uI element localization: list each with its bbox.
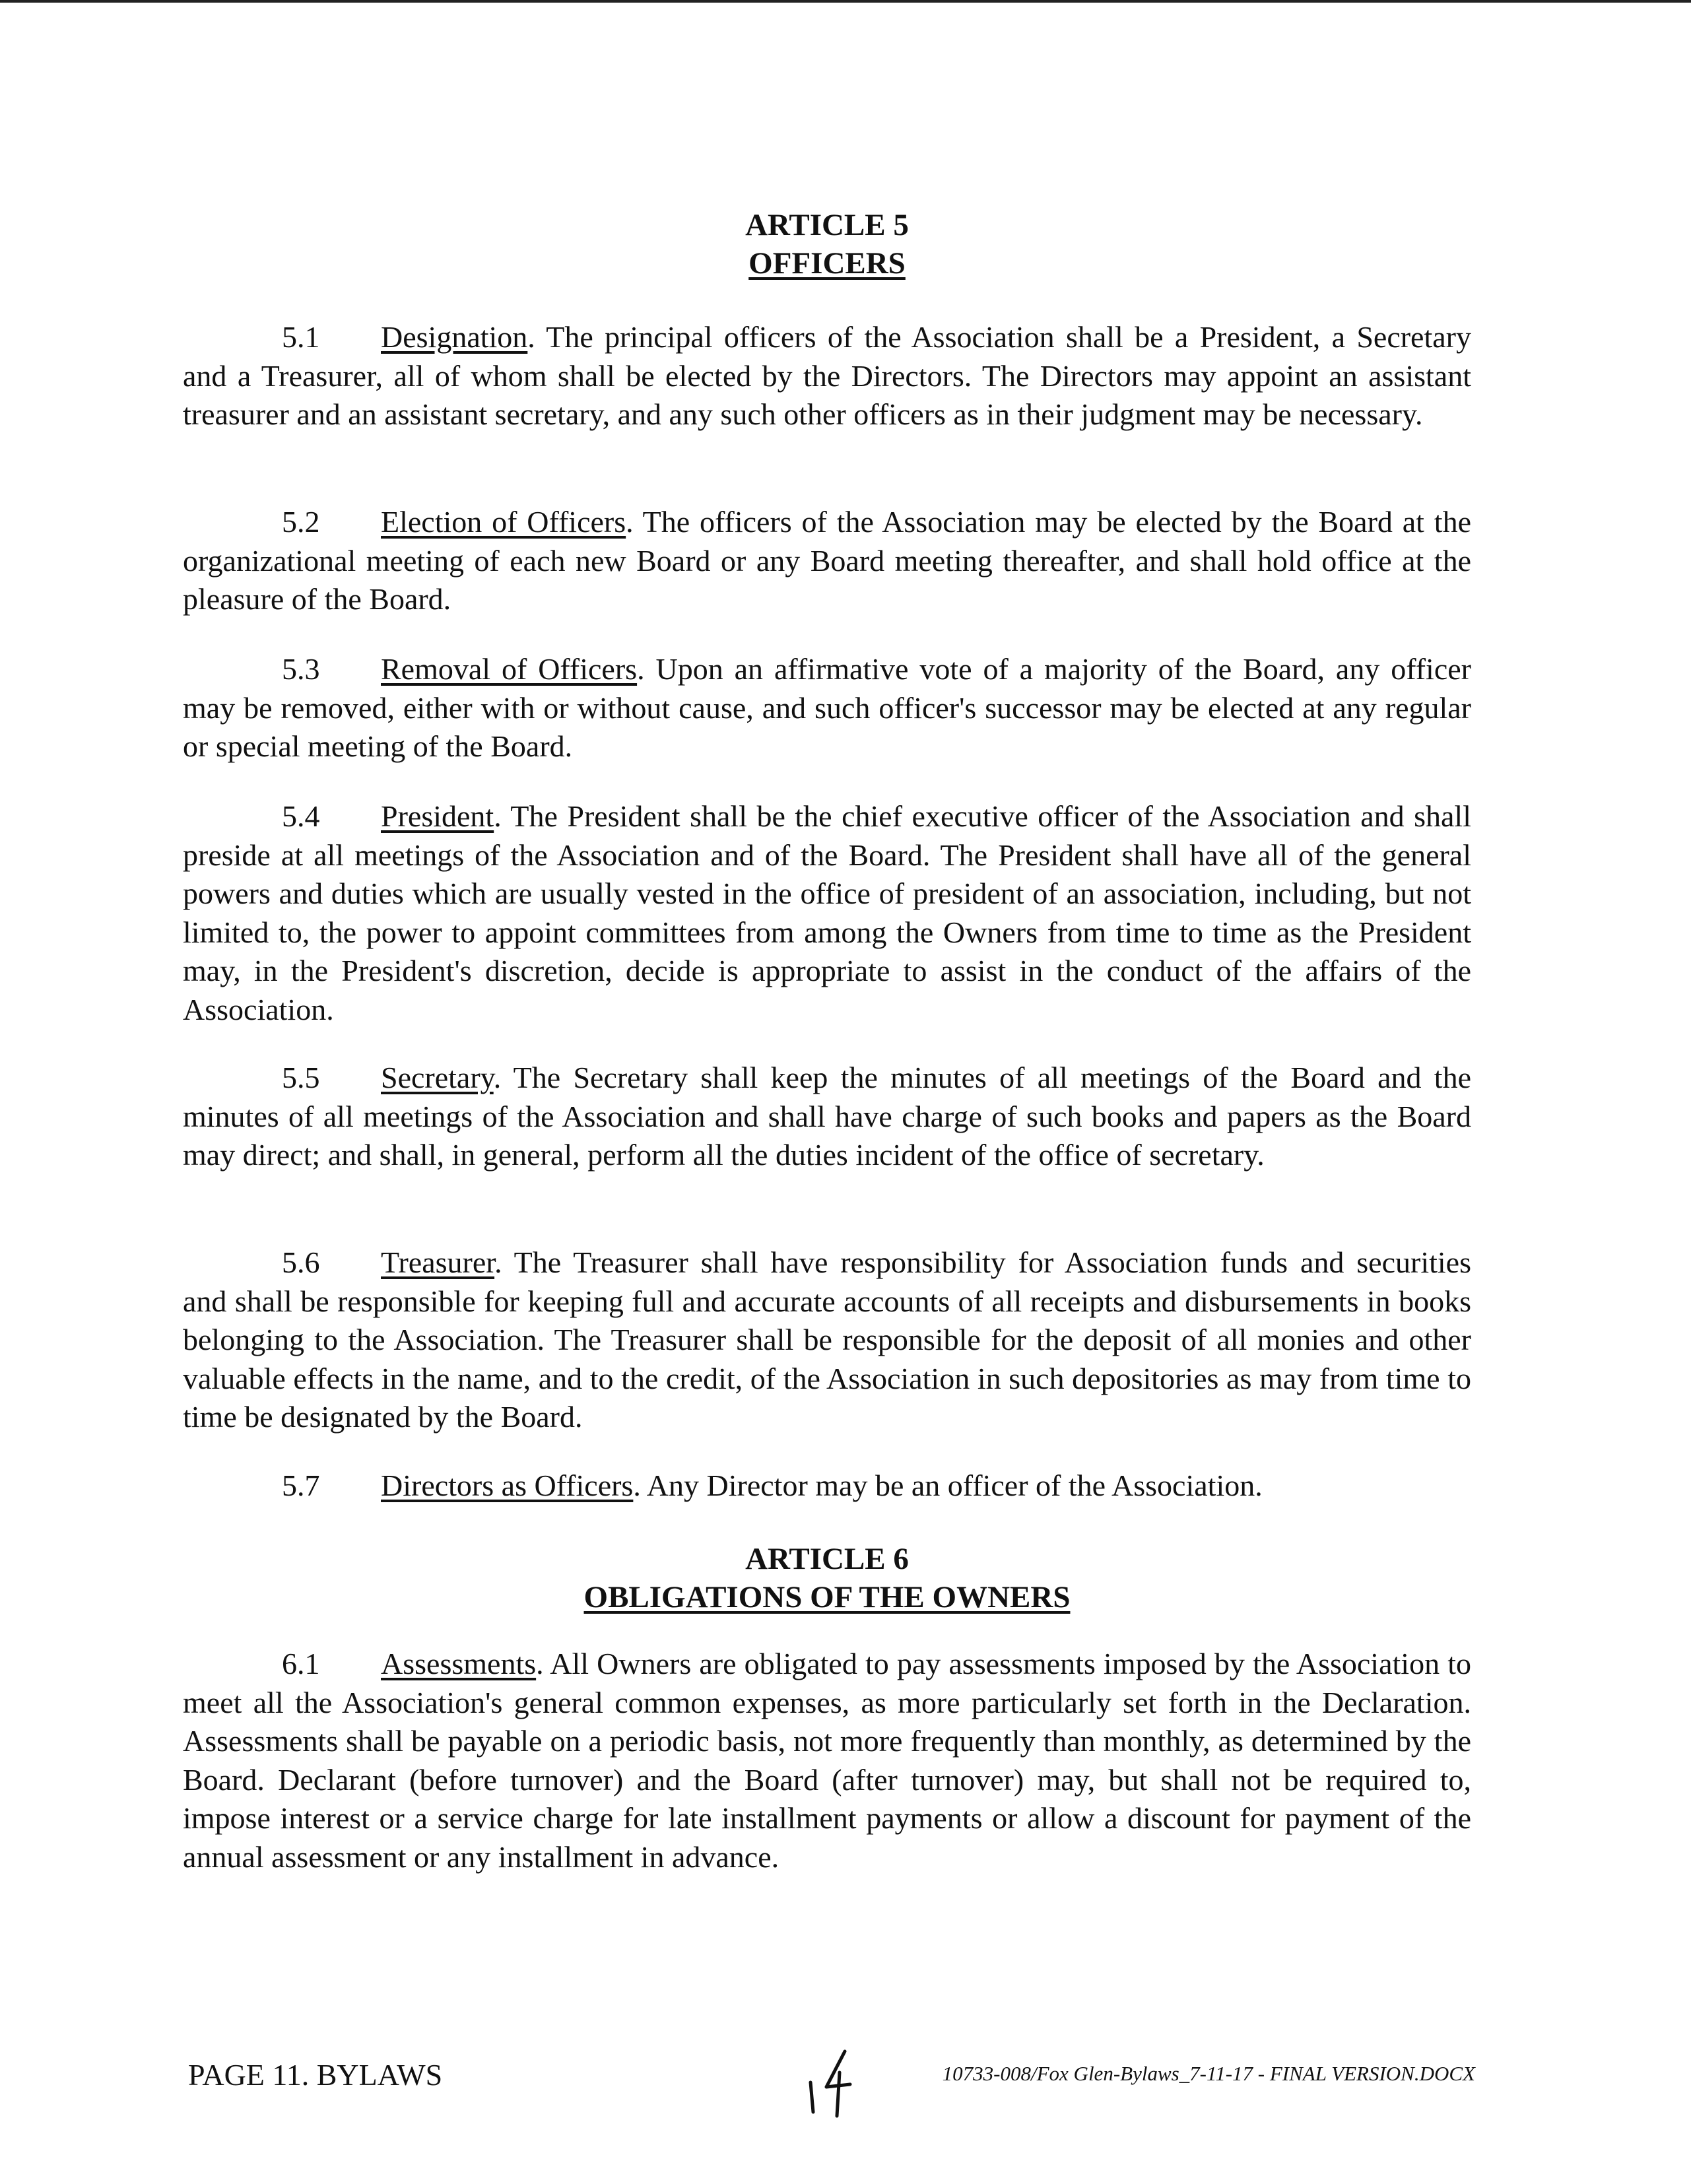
scan-top-edge [0,0,1691,3]
section-text: . The principal officers of the Association shall be a President, a Secretary and a Treasurer, all of whom shall be elected by the Directors. The Directors may appoint an assistant treasurer and an assistant secretary, and any such other officers as in their judgment may be necessary. [183,320,1471,431]
article-5-title: OFFICERS [748,246,906,281]
section-5-5 [183,1059,1471,1175]
section-5-1 [183,318,1471,434]
section-5-3 [183,650,1471,766]
section-5-7 [183,1467,1471,1506]
section-number: 6.1 [282,1647,320,1680]
section-5-4 [183,797,1471,1029]
section-6-1 [183,1645,1471,1876]
section-number: 5.5 [282,1061,320,1094]
article-5-number: ARTICLE 5 [745,208,909,242]
file-reference: 10733-008/Fox Glen-Bylaws_7-11-17 - FINAL VERSION.DOCX [942,2062,1475,2085]
handwritten-page-mark [799,2046,871,2119]
section-title: Directors as Officers [381,1469,634,1502]
section-number: 5.3 [282,652,320,686]
section-title: Treasurer [381,1245,495,1279]
section-text: . The officers of the Association may be elected by the Board at the organizational meeting of each new Board or any Board meeting thereafter, and shall hold office at the pleasure of the Board. [183,505,1472,616]
section-title: Assessments [381,1647,537,1680]
section-number: 5.1 [282,320,320,354]
page-label: PAGE 11. BYLAWS [188,2058,443,2092]
section-5-2 [183,503,1471,619]
section-title: Designation [381,320,528,354]
section-text: . All Owners are obligated to pay assessments imposed by the Association to meet all the Association's general common expenses, as more particularly set forth in the Declaration. Assessments shall be payable on a periodic basis, not more frequently than monthly, as determined by the Board. Declarant (before turnover) and the Board (after turnover) may, but shall not be required to, impose interest or a service charge for late installment payments or allow a discount for payment of the annual assessment or any installment in advance. [183,1647,1471,1874]
section-title: Removal of Officers [381,652,638,686]
section-text: . The Treasurer shall have responsibility for Association funds and securities and shall be responsible for keeping full and accurate accounts of all receipts and disbursements in books belonging to the Association. The Treasurer shall be responsible for the deposit of all monies and other valuable effects in the name, and to the credit, of the Association in such depositories as may from time to time be designated by the Board. [183,1245,1471,1434]
section-5-6 [183,1243,1471,1437]
section-number: 5.2 [282,505,320,539]
section-text: . Upon an affirmative vote of a majority of the Board, any officer may be removed, either with or without cause, and such officer's successor may be elected at any regular or special meeting of the Board. [183,652,1471,763]
article-6-title: OBLIGATIONS OF THE OWNERS [583,1580,1071,1614]
section-title: President [381,799,494,833]
article-6-number: ARTICLE 6 [745,1542,909,1576]
section-text: . The President shall be the chief executive officer of the Association and shall preside at all meetings of the Association and of the Board. The President shall have all of the general powers and duties which are usually vested in the office of president of an association, including, but not limited to, the power to appoint committees from among the Owners from time to time as the President may, in the President's discretion, decide is appropriate to assist in the conduct of the affairs of the Association. [183,799,1471,1026]
section-number: 5.4 [282,799,320,833]
article-6-heading [183,1540,1471,1616]
section-text: . The Secretary shall keep the minutes of all meetings of the Board and the minutes of all meetings of the Association and shall have charge of such books and papers as the Board may direct; and shall, in general, perform all the duties incident of the office of secretary. [183,1061,1471,1172]
section-title: Election of Officers [381,505,626,539]
section-title: Secretary [381,1061,494,1094]
section-number: 5.6 [282,1245,320,1279]
article-5-heading [183,206,1471,282]
section-number: 5.7 [282,1469,320,1502]
section-text: . Any Director may be an officer of the Association. [633,1469,1263,1502]
